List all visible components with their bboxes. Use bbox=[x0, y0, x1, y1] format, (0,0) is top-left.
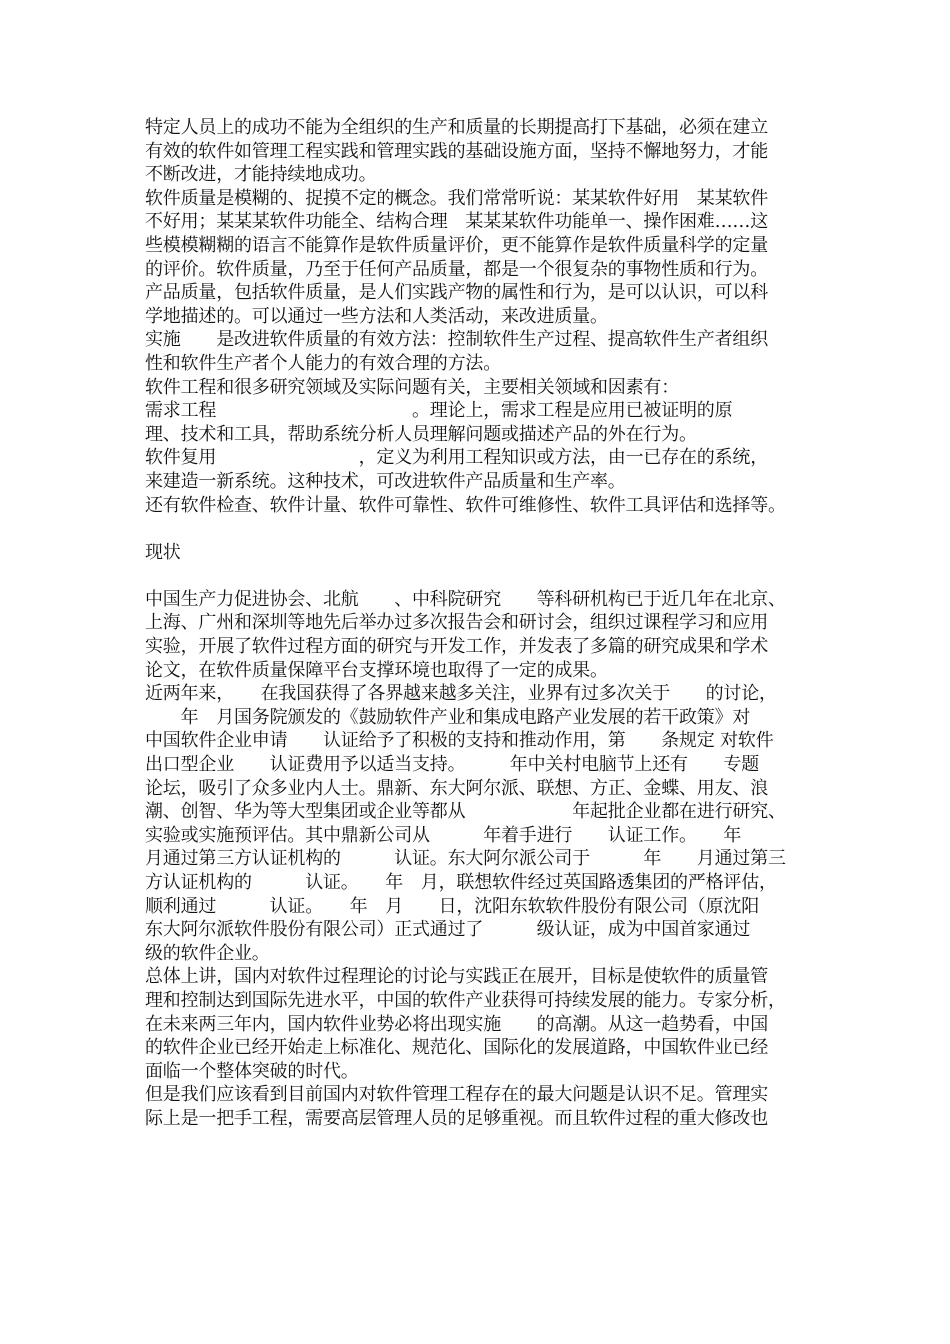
text-line: 软件复用 ，定义为利用工程知识或方法，由一已存在的系统， bbox=[145, 447, 768, 469]
text-line: 有效的软件如管理工程实践和管理实践的基础设施方面，坚持不懈地努力，才能 bbox=[145, 140, 768, 162]
text-line: 不好用；某某某软件功能全、结构合理 某某某软件功能单一、操作困难……这 bbox=[145, 211, 768, 233]
text-line: 顺利通过 认证。 年 月 日，沈阳东软软件股份有限公司（原沈阳 bbox=[145, 895, 759, 917]
text-line: 产品质量，包括软件质量，是人们实践产物的属性和行为，是可以认识，可以科 bbox=[145, 282, 768, 304]
text-line: 学地描述的。可以通过一些方法和人类活动，来改进质量。 bbox=[145, 305, 608, 327]
text-line: 特定人员上的成功不能为全组织的生产和质量的长期提高打下基础，必须在建立 bbox=[145, 117, 768, 138]
text-line: 些模模糊糊的语言不能算作是软件质量评价，更不能算作是软件质量科学的定量 bbox=[145, 234, 768, 256]
text-line: 东大阿尔派软件股份有限公司）正式通过了 级认证，成为中国首家通过 bbox=[145, 919, 751, 941]
text-line: 软件工程和很多研究领域及实际问题有关，主要相关领域和因素有： bbox=[145, 376, 679, 398]
text-line: 的评价。软件质量，乃至于任何产品质量，都是一个很复杂的事物性质和行为。 bbox=[145, 258, 768, 280]
text-line: 潮、创智、华为等大型集团或企业等都从 年起批企业都在进行研究、 bbox=[145, 801, 786, 823]
section-status bbox=[145, 588, 810, 1131]
text-line: 软件质量是模糊的、捉摸不定的概念。我们常常听说：某某软件好用 某某软件 bbox=[145, 187, 768, 209]
text-line: 出口型企业 认证费用予以适当支持。 年中关村电脑节上还有 专题 bbox=[145, 754, 759, 776]
document-page bbox=[145, 116, 810, 1131]
text-line: 面临一个整体突破的时代。 bbox=[145, 1060, 359, 1082]
text-line: 月通过第三方认证机构的 认证。东大阿尔派公司于 年 月通过第三 bbox=[145, 848, 786, 870]
text-line: 上海、广州和深圳等地先后举办过多次报告会和研讨会，组织过课程学习和应用 bbox=[145, 612, 768, 634]
blank-line bbox=[145, 517, 810, 541]
text-line: 来建造一新系统。这种技术，可改进软件产品质量和生产率。 bbox=[145, 470, 626, 492]
text-line: 实施 是改进软件质量的有效方法：控制软件生产过程、提高软件生产者组织 bbox=[145, 329, 768, 351]
text-line: 理、技术和工具，帮助系统分析人员理解问题或描述产品的外在行为。 bbox=[145, 423, 697, 445]
text-line: 在未来两三年内，国内软件业势必将出现实施 的高潮。从这一趋势看，中国 bbox=[145, 1013, 768, 1035]
text-line: 中国软件企业申请 认证给予了积极的支持和推动作用，第 条规定 对软件 bbox=[145, 730, 774, 752]
text-line: 级的软件企业。 bbox=[145, 942, 270, 964]
text-line: 需求工程 。理论上，需求工程是应用已被证明的原 bbox=[145, 400, 733, 422]
section-heading: 现状 bbox=[145, 541, 181, 563]
section-intro bbox=[145, 116, 810, 517]
text-line: 但是我们应该看到目前国内对软件管理工程存在的最大问题是认识不足。管理实 bbox=[145, 1084, 768, 1106]
text-line: 总体上讲，国内对软件过程理论的讨论与实践正在展开，目标是使软件的质量管 bbox=[145, 966, 768, 988]
text-line: 性和软件生产者个人能力的有效合理的方法。 bbox=[145, 352, 501, 374]
text-line: 的软件企业已经开始走上标准化、规范化、国际化的发展道路，中国软件业已经 bbox=[145, 1037, 768, 1059]
text-line: 际上是一把手工程，需要高层管理人员的足够重视。而且软件过程的重大修改也 bbox=[145, 1107, 768, 1129]
blank-line bbox=[145, 564, 810, 588]
text-line: 不断改进，才能持续地成功。 bbox=[145, 164, 377, 186]
text-line: 论文，在软件质量保障平台支撑环境也取得了一定的成果。 bbox=[145, 659, 608, 681]
text-line: 方认证机构的 认证。 年 月，联想软件经过英国路透集团的严格评估， bbox=[145, 872, 777, 893]
text-line: 实验，开展了软件过程方面的研究与开发工作，并发表了多篇的研究成果和学术 bbox=[145, 636, 768, 658]
text-line: 论坛，吸引了众多业内人士。鼎新、东大阿尔派、联想、方正、金蝶、用友、浪 bbox=[145, 777, 768, 799]
text-line: 还有软件检查、软件计量、软件可靠性、软件可维修性、软件工具评估和选择等。 bbox=[145, 494, 786, 516]
text-line: 理和控制达到国际先进水平，中国的软件产业获得可持续发展的能力。专家分析， bbox=[145, 989, 786, 1011]
text-line: 年 月国务院颁发的《鼓励软件产业和集成电路产业发展的若干政策》对 bbox=[145, 706, 751, 728]
text-line: 中国生产力促进协会、北航 、中科院研究 等科研机构已于近几年在北京、 bbox=[145, 588, 786, 610]
text-line: 近两年来， 在我国获得了各界越来越多关注，业界有过多次关于 的讨论， bbox=[145, 683, 777, 705]
text-line: 实验或实施预评估。其中鼎新公司从 年着手进行 认证工作。 年 bbox=[145, 824, 742, 846]
